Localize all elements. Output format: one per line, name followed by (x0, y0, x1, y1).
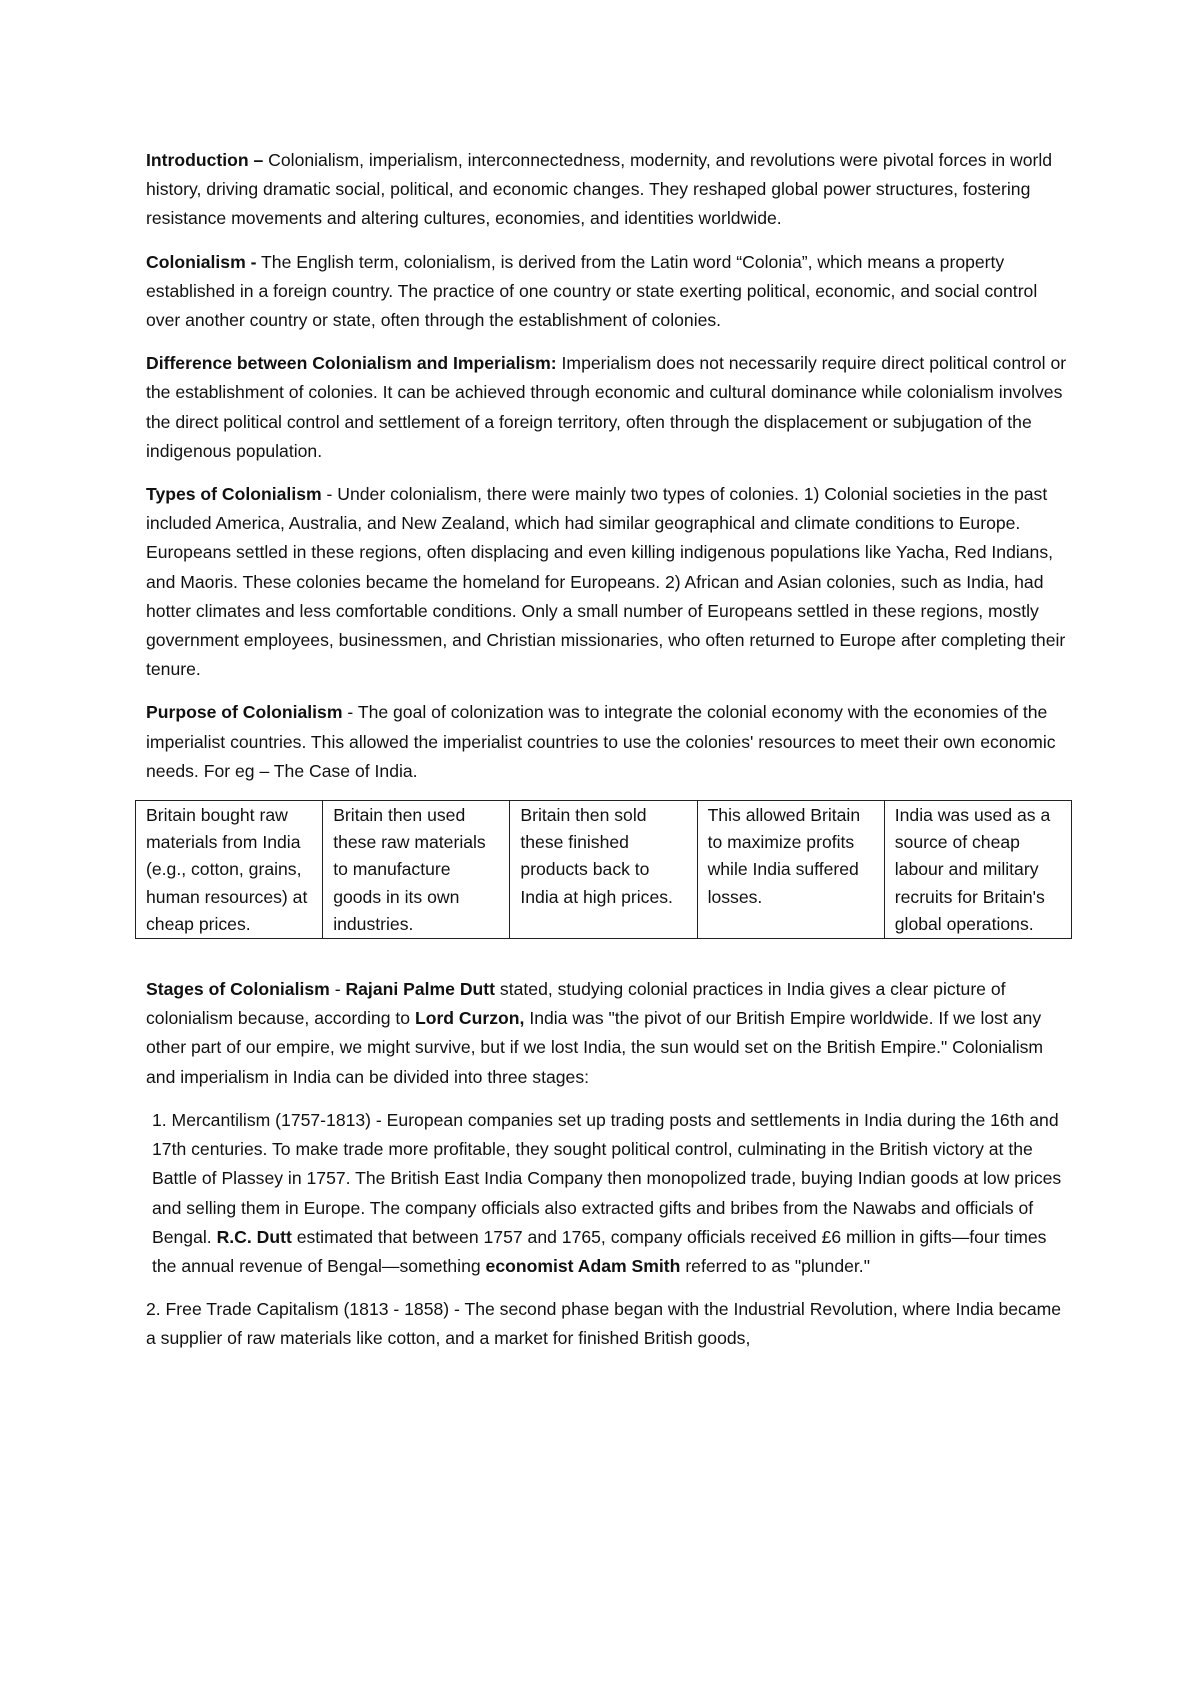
intro-heading: Introduction – (146, 150, 264, 170)
types-paragraph (146, 480, 1070, 684)
intro-paragraph (146, 146, 1070, 234)
table-row (136, 801, 1072, 939)
document-body (146, 146, 1070, 1368)
purpose-paragraph (146, 698, 1070, 786)
intro-text: Colonialism, imperialism, interconnectedness, modernity, and revolutions were pivotal forces in world history, driving dramatic social, political, and economic changes. They reshaped global power structures, fostering resistance movements and altering cultures, economies, and identities worldwide. (146, 150, 1053, 229)
stage-1-text-1: 1. Mercantilism (1757-1813) - European companies set up trading posts and settlements in India during the 16th and 17th centuries. To make trade more profitable, they sought political control, culminating in the British victory at the Battle of Plassey in 1757. The British East India Company then monopolized trade, buying Indian goods at low prices and selling them in Europe. The company officials also extracted gifts and bribes from the Nawabs and officials of Bengal. (152, 1109, 1062, 1247)
difference-heading: Difference between Colonialism and Imperialism: (146, 353, 557, 374)
colonialism-paragraph (146, 248, 1070, 336)
stage-1-text-3: referred to as "plunder." (685, 1255, 870, 1276)
stages-paragraph (146, 975, 1070, 1092)
difference-paragraph (146, 349, 1070, 466)
types-heading: Types of Colonialism (146, 484, 322, 505)
colonialism-text: The English term, colonialism, is derived from the Latin word “Colonia”, which means a property established in a foreign country. The practice of one country or state exerting political, economic, and social control over another country or state, often through the establishment of colonies. (146, 251, 1038, 331)
stage-1-text-2: estimated that between 1757 and 1765, company officials received £6 million in gifts—four times the annual revenue of Bengal—something (152, 1226, 1047, 1276)
stages-text-1: - (334, 979, 341, 1000)
difference-text: Imperialism does not necessarily require direct political control or the establishment of colonies. It can be achieved through economic and cultural dominance while colonialism involves the direct political control and settlement of a foreign territory, often through the displacement or subjugation of the indigenous population. (146, 353, 1067, 461)
table-cell-labour: India was used as a source of cheap labour and military recruits for Britain's global operations. (884, 801, 1071, 939)
table-cell-manufactured: Britain then used these raw materials to manufacture goods in its own industries. (323, 801, 510, 939)
colonialism-heading: Colonialism - (146, 251, 257, 272)
purpose-text: - The goal of colonization was to integrate the colonial economy with the economies of the imperialist countries. This allowed the imperialist countries to use the colonies' resources to meet their own economic needs. For eg – The Case of India. (146, 702, 1056, 781)
stages-heading: Stages of Colonialism (146, 979, 330, 1000)
table-cell-sold: Britain then sold these finished products back to India at high prices. (510, 801, 697, 939)
india-case-table (135, 800, 1072, 939)
stage-2-paragraph (146, 1295, 1070, 1353)
stages-name-curzon: Lord Curzon, (414, 1008, 525, 1029)
stage-1-paragraph (146, 1106, 1070, 1281)
table-cell-profits: This allowed Britain to maximize profits while India suffered losses. (697, 801, 884, 939)
types-text: - Under colonialism, there were mainly two types of colonies. 1) Colonial societies in the past included America, Australia, and New Zealand, which had similar geographical and climate conditions to Europe. Europeans settled in these regions, often displacing and even killing indigenous populations like Yacha, Red Indians, and Maoris. These colonies became the homeland for Europeans. 2) African and Asian colonies, such as India, had hotter climates and less comfortable conditions. Only a small number of Europeans settled in these regions, mostly government employees, businessmen, and Christian missionaries, who often returned to Europe after completing their tenure. (146, 484, 1066, 680)
stage-1-name-rcdutt: R.C. Dutt (216, 1226, 292, 1247)
stage-1-name-smith: economist Adam Smith (485, 1255, 681, 1276)
stage-2-text: 2. Free Trade Capitalism (1813 - 1858) - The second phase began with the Industrial Revolution, where India became a supplier of raw materials like cotton, and a market for finished British goods, (146, 1299, 1062, 1349)
stages-text-2: stated, studying colonial practices in India gives a clear picture of colonialism because, according to (146, 979, 1006, 1029)
purpose-heading: Purpose of Colonialism (146, 702, 343, 723)
stages-name-dutt: Rajani Palme Dutt (345, 979, 496, 1000)
table-cell-bought: Britain bought raw materials from India (e.g., cotton, grains, human resources) at cheap prices. (136, 801, 323, 939)
stages-text-3: India was "the pivot of our British Empire worldwide. If we lost any other part of our empire, we might survive, but if we lost India, the sun would set on the British Empire." Colonialism and imperialism in India can be divided into three stages: (146, 1008, 1044, 1087)
